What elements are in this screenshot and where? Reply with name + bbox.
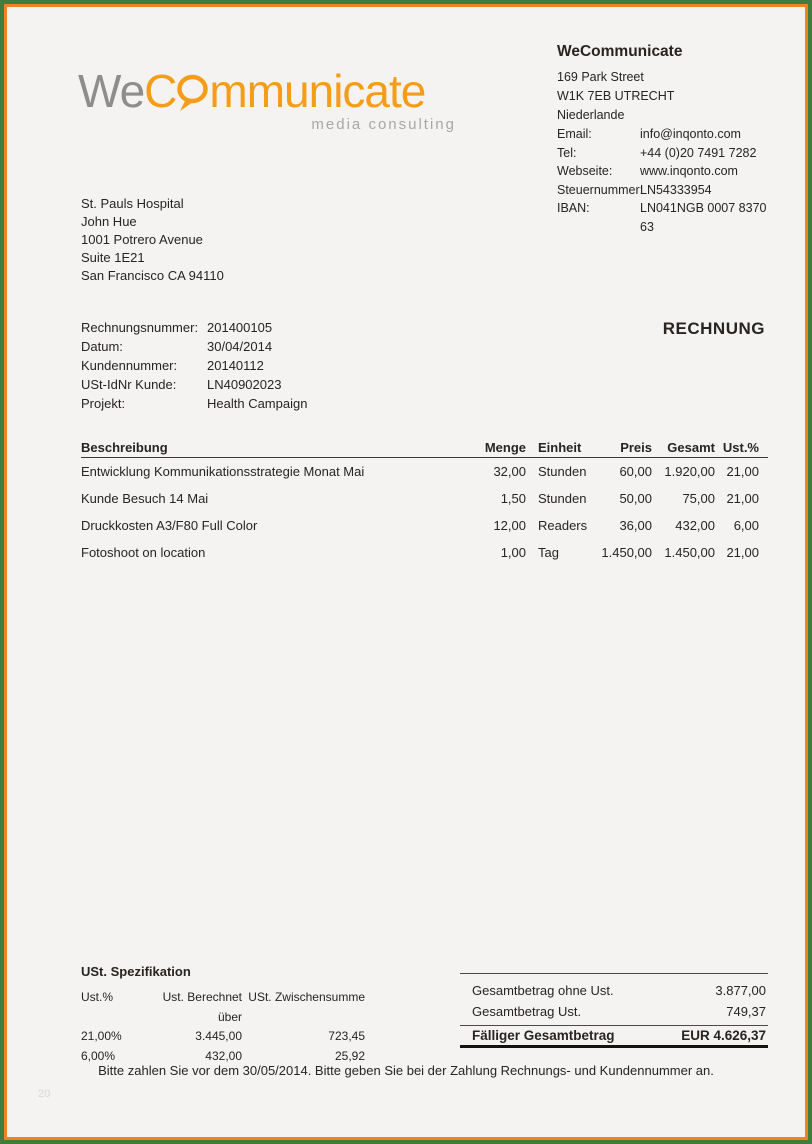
meta-row [81,318,307,337]
meta-label: Projekt: [81,396,126,411]
document-title: RECHNUNG [662,319,765,338]
payment-note: Bitte zahlen Sie vor dem 30/05/2014. Bitte geben Sie bei der Zahlung Rechnungs- und Kundennummer an. [98,1063,714,1078]
cell-menge: 1,50 [500,491,526,506]
cell-beschreibung: Druckkosten A3/F80 Full Color [81,518,258,533]
meta-label: USt-IdNr Kunde: [81,377,177,392]
col-header-beschreibung: Beschreibung [81,440,168,455]
sender-contact-row [557,125,782,144]
meta-row [81,337,307,356]
table-row [81,539,768,566]
cell-menge: 12,00 [493,518,526,533]
sender-contact-row [557,199,782,236]
company-logo [78,67,456,133]
speech-bubble-icon [177,74,208,114]
meta-row [81,394,307,413]
cell-einheit: Tag [538,545,559,560]
logo-wordmark [78,67,456,115]
cell-gesamt: 75,00 [682,491,715,506]
recipient-line: San Francisco CA 94110 [81,268,224,283]
meta-value: 20140112 [207,358,264,373]
total-value: 749,37 [726,1004,766,1019]
table-row [81,458,768,485]
meta-label: Kundennummer: [81,358,178,373]
contact-value: LN041NGB 0007 8370 63 [640,201,767,234]
logo-text-rest: mmunicate [209,65,426,117]
col-header-ust: Ust.% [722,440,759,455]
meta-label: Datum: [81,339,123,354]
contact-label: Email: [557,127,592,141]
vat-cell-sub: 25,92 [334,1048,365,1063]
meta-value: 30/04/2014 [207,339,273,354]
cell-ust: 21,00 [726,545,759,560]
recipient-line: John Hue [81,214,137,229]
vat-specification [81,964,373,1066]
cell-preis: 60,00 [619,464,652,479]
vat-cell-pct: 6,00% [81,1048,116,1063]
recipient-line: 1001 Potrero Avenue [81,232,203,247]
meta-value: 201400105 [207,320,273,335]
cell-einheit: Readers [538,518,588,533]
cell-einheit: Stunden [538,464,587,479]
logo-text-we: We [78,65,145,117]
vat-cell-pct: 21,00% [81,1029,122,1043]
contact-label: Tel: [557,145,577,160]
contact-value: +44 (0)20 7491 7282 [640,145,757,160]
cell-gesamt: 1.450,00 [664,545,715,560]
vat-col-header-pct: Ust.% [81,990,114,1004]
contact-label: Webseite: [557,164,613,178]
contact-value: info@inqonto.com [640,127,741,141]
col-header-preis: Preis [620,440,652,455]
sender-contact-row [557,181,782,200]
cell-preis: 1.450,00 [601,545,652,560]
contact-value: www.inqonto.com [640,164,738,178]
total-value: 3.877,00 [715,983,766,998]
vat-cell-sub: 723,45 [328,1029,365,1043]
total-label: Gesamtbetrag ohne Ust. [472,983,614,998]
totals-block [460,973,768,1048]
sender-address-line: 169 Park Street [557,70,644,84]
invoice-frame [4,4,808,1140]
meta-row [81,375,307,394]
sender-contact-row [557,162,782,181]
sender-contact-row [557,144,782,163]
contact-value: LN54333954 [640,182,712,197]
sender-name: WeCommunicate [557,43,683,60]
sender-info [557,43,782,236]
recipient-line: Suite 1E21 [81,250,145,265]
logo-tagline: media consulting [311,116,456,133]
vat-header-row [81,988,373,1027]
cell-gesamt: 1.920,00 [664,464,715,479]
cell-menge: 32,00 [493,464,526,479]
cell-ust: 6,00 [733,518,759,533]
cell-beschreibung: Kunde Besuch 14 Mai [81,491,209,506]
vat-col-header-base: Ust. Berechnet über [162,990,242,1024]
contact-label: IBAN: [557,201,590,215]
meta-label: Rechnungsnummer: [81,320,199,335]
col-header-gesamt: Gesamt [667,440,715,455]
recipient-line: St. Pauls Hospital [81,196,184,211]
amount-due-label: Fälliger Gesamtbetrag [472,1028,615,1043]
table-row [81,512,768,539]
cell-preis: 36,00 [619,518,652,533]
col-header-einheit: Einheit [538,440,582,455]
total-row [460,1001,768,1022]
page-number: 20 [38,1088,51,1100]
vat-title: USt. Spezifikation [81,964,191,979]
cell-beschreibung: Fotoshoot on location [81,545,206,560]
recipient-address [81,195,224,285]
cell-ust: 21,00 [726,491,759,506]
cell-menge: 1,00 [500,545,526,560]
cell-ust: 21,00 [726,464,759,479]
logo-text-c: C [144,65,177,117]
table-header-row [81,440,768,458]
cell-einheit: Stunden [538,491,587,506]
vat-row [81,1027,373,1047]
cell-preis: 50,00 [619,491,652,506]
vat-col-header-sub: USt. Zwischensumme [248,990,365,1004]
total-label: Gesamtbetrag Ust. [472,1004,582,1019]
contact-label: Steuernummer: [557,182,644,197]
vat-cell-base: 432,00 [205,1048,242,1063]
table-row [81,485,768,512]
amount-due-row [460,1025,768,1048]
total-row [460,980,768,1001]
col-header-menge: Menge [484,440,526,455]
vat-cell-base: 3.445,00 [195,1029,242,1043]
sender-address-line: Niederlande [557,108,625,122]
invoice-meta [81,318,307,413]
amount-due-value: EUR 4.626,37 [681,1028,766,1043]
cell-beschreibung: Entwicklung Kommunikationsstrategie Monat Mai [81,464,365,479]
cell-gesamt: 432,00 [675,518,715,533]
meta-value: LN40902023 [207,377,282,392]
line-items-table [81,440,768,566]
meta-value: Health Campaign [207,396,308,411]
sender-address-line: W1K 7EB UTRECHT [557,89,675,103]
meta-row [81,356,307,375]
